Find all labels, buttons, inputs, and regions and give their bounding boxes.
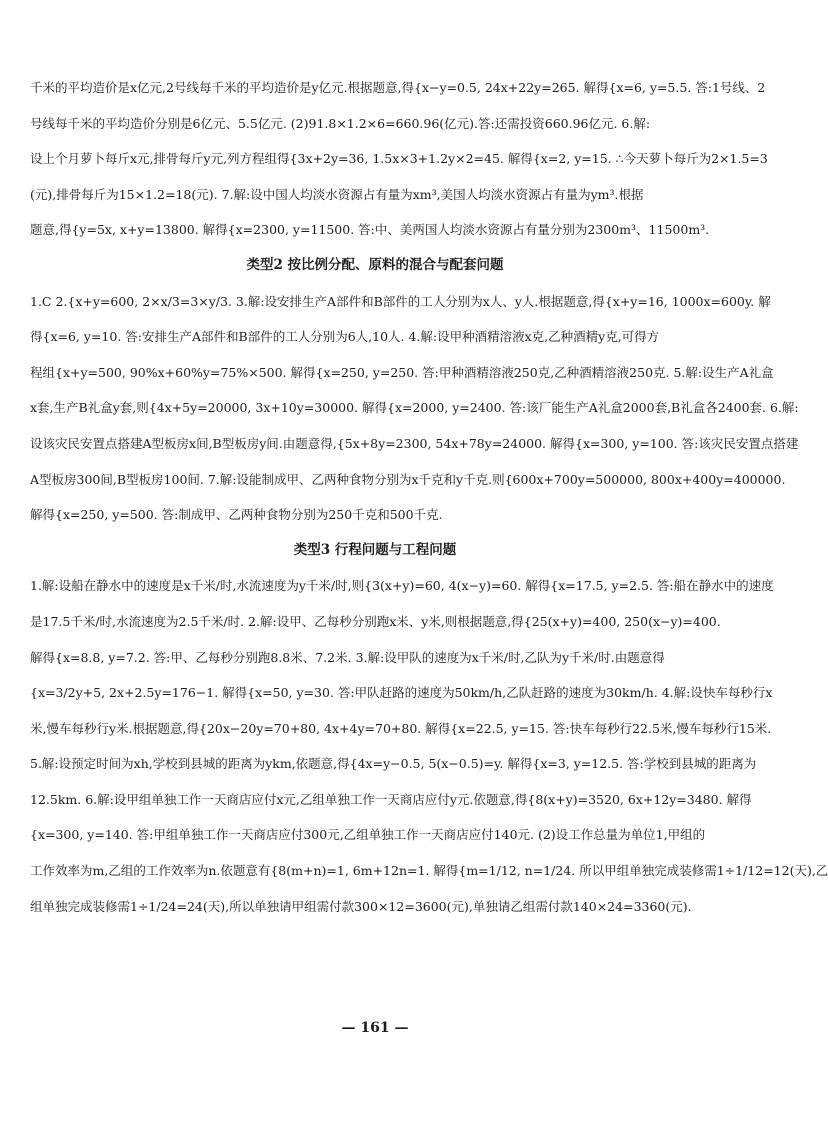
answer-line: 解得{x=250, y=500. 答:制成甲、乙两种食物分别为250千克和500千克. — [30, 507, 443, 523]
answer-line: A型板房300间,B型板房100间. 7.解:设能制成甲、乙两种食物分别为x千克和y千克.则{600x+700y=500000, 800x+400y=400000. — [30, 471, 786, 487]
answer-line: 得{x=6, y=10. 答:安排生产A部件和B部件的工人分别为6人,10人. 4.解:设甲种酒精溶液x克,乙种酒精y克,可得方 — [30, 329, 660, 345]
answer-line: 1.C 2.{x+y=600, 2×x/3=3×y/3. 3.解:设安排生产A部件和B部件的工人分别为x人、y人.根据题意,得{x+y=16, 1000x=600y. 解 — [30, 293, 771, 309]
answer-line: 1.解:设船在静水中的速度是x千米/时,水流速度为y千米/时,则{3(x+y)=60, 4(x−y)=60. 解得{x=17.5, y=2.5. 答:船在静水中的速度 — [30, 578, 774, 594]
answer-line: 千米的平均造价是x亿元,2号线每千米的平均造价是y亿元.根据题意,得{x−y=0.5, 24x+22y=265. 解得{x=6, y=5.5. 答:1号线、2 — [30, 80, 766, 95]
answer-line: 解得{x=8.8, y=7.2. 答:甲、乙每秒分别跑8.8米、7.2米. 3.解:设甲队的速度为x千米/时,乙队为y千米/时.由题意得 — [30, 649, 665, 665]
answer-line: 设该灾民安置点搭建A型板房x间,B型板房y间.由题意得,{5x+8y=2300, 54x+78y=24000. 解得{x=300, y=100. 答:该灾民安置点搭建 — [30, 435, 799, 451]
answer-line: {x=3/2y+5, 2x+2.5y=176−1. 解得{x=50, y=30. 答:甲队赶路的速度为50km/h,乙队赶路的速度为30km/h. 4.解:设快车每秒行x — [30, 685, 773, 701]
answer-line: 12.5km. 6.解:设甲组单独工作一天商店应付x元,乙组单独工作一天商店应付y元.依题意,得{8(x+y)=3520, 6x+12y=3480. 解得 — [30, 791, 752, 807]
answer-line: {x=300, y=140. 答:甲组单独工作一天商店应付300元,乙组单独工作一天商店应付140元. (2)设工作总量为单位1,甲组的 — [30, 827, 706, 843]
answer-line: (元),排骨每斤为15×1.2=18(元). 7.解:设中国人均淡水资源占有量为xm³,美国人均淡水资源占有量为ym³.根据 — [30, 186, 644, 202]
answer-line: 是17.5千米/时,水流速度为2.5千米/时. 2.解:设甲、乙每秒分别跑x米、y米,则根据题意,得{25(x+y)=400, 250(x−y)=400. — [30, 613, 721, 629]
answer-line: x套,生产B礼盒y套,则{4x+5y=20000, 3x+10y=30000. 解得{x=2000, y=2400. 答:该厂能生产A礼盒2000套,B礼盒各2400套. 6.解: — [30, 400, 799, 416]
answer-line: 5.解:设预定时间为xh,学校到县城的距离为ykm,依题意,得{4x=y−0.5, 5(x−0.5)=y. 解得{x=3, y=12.5. 答:学校到县城的距离为 — [30, 756, 757, 772]
answer-line: 组单独完成装修需1÷1/24=24(天),所以单独请甲组需付款300×12=3600(元),单独请乙组需付款140×24=3360(元). — [30, 898, 692, 914]
section-title: 类型2 按比例分配、原料的混合与配套问题 — [246, 256, 504, 273]
answer-line: 设上个月萝卜每斤x元,排骨每斤y元,列方程组得{3x+2y=36, 1.5x×3+1.2y×2=45. 解得{x=2, y=15. ∴今天萝卜每斤为2×1.5=3 — [30, 151, 768, 167]
answer-line: 号线每千米的平均造价分别是6亿元、5.5亿元. (2)91.8×1.2×6=660.96(亿元).答:还需投资660.96亿元. 6.解: — [30, 115, 651, 131]
answer-line: 题意,得{y=5x, x+y=13800. 解得{x=2300, y=11500. 答:中、美两国人均淡水资源占有量分别为2300m³、11500m³. — [30, 222, 710, 238]
answer-content — [30, 70, 828, 924]
answer-line: 工作效率为m,乙组的工作效率为n.依题意有{8(m+n)=1, 6m+12n=1. 解得{m=1/12, n=1/24. 所以甲组单独完成装修需1÷1/12=12(天),乙 — [30, 863, 828, 879]
section-title: 类型3 行程问题与工程问题 — [293, 541, 457, 558]
page-number: — 161 — — [341, 1020, 409, 1036]
answer-line: 米,慢车每秒行y米.根据题意,得{20x−20y=70+80, 4x+4y=70+80. 解得{x=22.5, y=15. 答:快车每秒行22.5米,慢车每秒行15米. — [30, 720, 772, 736]
answer-line: 程组{x+y=500, 90%x+60%y=75%×500. 解得{x=250, y=250. 答:甲种酒精溶液250克,乙种酒精溶液250克. 5.解:设生产A礼盒 — [30, 364, 774, 380]
